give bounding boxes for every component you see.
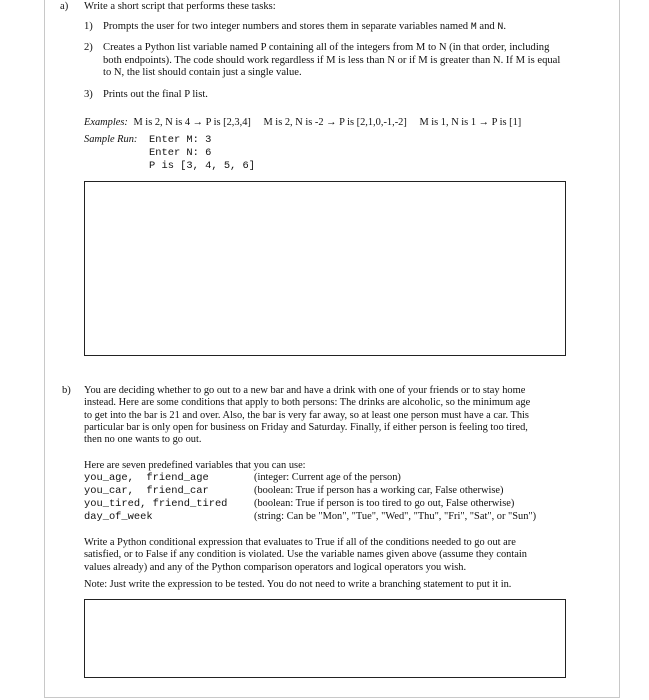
part-a-intro: Write a short script that performs these tasks: xyxy=(84,1,276,12)
task-2-number: 2) xyxy=(84,42,93,53)
part-a-label: a) xyxy=(60,1,69,12)
task-1-var-m: M xyxy=(470,22,477,33)
examples-row xyxy=(84,117,521,128)
vars-intro: Here are seven predefined variables that you can use: xyxy=(84,460,306,471)
var-desc-tired: (boolean: True if person is too tired to go out, False otherwise) xyxy=(254,498,515,509)
task-3-text: Prints out the final P list. xyxy=(103,89,208,100)
sample-line-2: Enter N: 6 xyxy=(149,147,212,159)
var-row-tired xyxy=(84,498,604,511)
task-3-number: 3) xyxy=(84,89,93,100)
var-desc-day: (string: Can be "Mon", "Tue", "Wed", "Thu", "Fri", "Sat", or "Sun") xyxy=(254,511,537,522)
paragraph-line-5: then no one wants to go out. xyxy=(84,434,202,446)
task-1-text-pre: Prompts the user for two integer numbers and stores them in separate variables named xyxy=(103,21,471,32)
task-1-text-mid: and xyxy=(476,21,498,32)
example-3: M is 1, N is 1 → P is [1] xyxy=(419,117,522,128)
instruction-line-1: Write a Python conditional expression that evaluates to True if all of the conditions needed to go out are xyxy=(84,537,516,548)
task-2-line-1: Creates a Python list variable named P containing all of the integers from M to N (in that order, including xyxy=(103,42,550,53)
var-row-day xyxy=(84,511,604,524)
var-names-car: you_car, friend_car xyxy=(84,485,209,497)
paragraph-line-1: You are deciding whether to go out to a new bar and have a drink with one of your friends or to stay home xyxy=(84,385,526,396)
instruction-line-2: satisfied, or to False if any condition is violated. Use the variable names given above (assume they contain xyxy=(84,549,527,561)
part-b-instructions xyxy=(84,537,584,574)
var-desc-age: (integer: Current age of the person) xyxy=(254,472,401,483)
answer-box-b[interactable] xyxy=(84,599,566,678)
task-1-number: 1) xyxy=(84,21,93,32)
example-2: M is 2, N is -2 → P is [2,1,0,-1,-2] xyxy=(263,117,407,128)
var-desc-car: (boolean: True if person has a working car, False otherwise) xyxy=(254,485,504,496)
var-row-car xyxy=(84,485,604,498)
part-b-note: Note: Just write the expression to be tested. You do not need to write a branching statement to put it in. xyxy=(84,579,512,590)
var-names-tired: you_tired, friend_tired xyxy=(84,498,228,510)
part-b-paragraph xyxy=(84,385,584,446)
sample-line-1: Enter M: 3 xyxy=(149,134,212,146)
task-3 xyxy=(84,89,584,103)
paragraph-line-2: instead. Here are some conditions that apply to both persons: The drinks are alcoholic, so the minimum age xyxy=(84,397,531,409)
sample-run-label: Sample Run: xyxy=(84,134,138,145)
task-1-var-n: N xyxy=(497,22,504,33)
examples-label: Examples: xyxy=(84,117,128,128)
part-b-label: b) xyxy=(62,385,71,396)
task-2-line-2: both endpoints). The code should work regardless if M is less than N or if M is greater than N. If M is equal xyxy=(103,54,561,66)
instruction-line-3: values already) and any of the Python comparison operators and logical operators you wish. xyxy=(84,561,467,573)
task-2-line-3: to N, the list should contain just a single value. xyxy=(103,67,302,79)
example-1: M is 2, N is 4 → P is [2,3,4] xyxy=(133,117,251,128)
sample-line-3: P is [3, 4, 5, 6] xyxy=(149,160,256,172)
var-names-age: you_age, friend_age xyxy=(84,472,209,484)
sample-run-output xyxy=(149,134,255,173)
paragraph-line-4: particular bar is only open for business on Friday and Saturday. Finally, if either person is feeling too tired, xyxy=(84,421,528,433)
task-2-text xyxy=(103,42,581,80)
var-names-day: day_of_week xyxy=(84,511,153,523)
answer-box-a[interactable] xyxy=(84,181,566,356)
task-1 xyxy=(84,21,584,35)
paragraph-line-3: to get into the bar is 21 and over. Also, the bar is very far away, so at least one person must have a car. This xyxy=(84,409,529,421)
var-row-age xyxy=(84,472,604,485)
task-1-text xyxy=(103,21,581,35)
task-2 xyxy=(84,42,584,82)
task-1-text-post: . xyxy=(503,21,507,32)
